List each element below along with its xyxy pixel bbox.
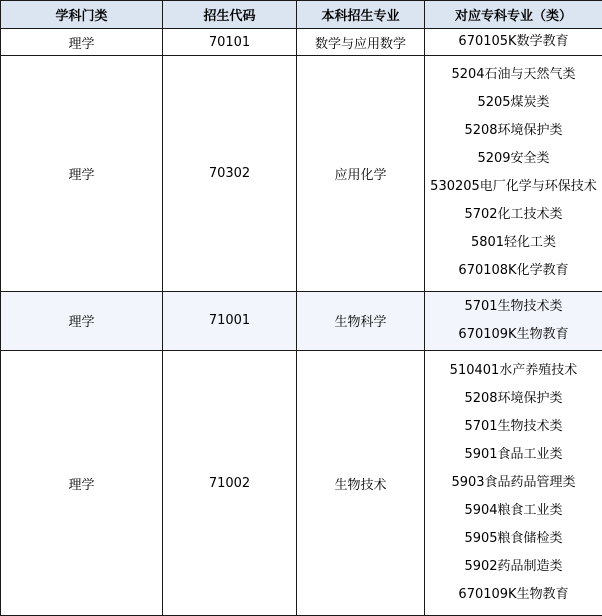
specialty-item: 510401水产养殖技术: [449, 363, 578, 379]
header-specialty: 对应专科专业（类）: [425, 1, 602, 29]
specialty-list: [425, 29, 602, 55]
specialty-item: 5901食品工业类: [464, 447, 563, 463]
specialty-list: [425, 357, 602, 609]
specialty-item: 5205煤炭类: [477, 95, 550, 111]
header-category: 学科门类: [1, 1, 163, 29]
specialty-item: 5903食品药品管理类: [451, 475, 576, 491]
table-row: [1, 56, 602, 292]
code-cell: 71002: [163, 351, 297, 616]
major-cell: 生物技术: [297, 351, 425, 616]
specialty-item: 670109K生物教育: [458, 326, 569, 342]
category-cell: 理学: [1, 351, 163, 616]
specialty-item: 530205电厂化学与环保技术: [430, 179, 597, 195]
major-cell: 数学与应用数学: [297, 29, 425, 56]
table-row: [1, 291, 602, 351]
specialty-item: 5801轻化工类: [470, 235, 557, 251]
specialty-item: 670108K化学教育: [458, 263, 569, 279]
table-row: [1, 29, 602, 56]
specialty-item: 5208环境保护类: [464, 123, 563, 139]
specialty-list: [425, 61, 602, 285]
specialty-cell: [425, 29, 602, 56]
specialty-item: 5701生物技术类: [464, 419, 563, 435]
major-cell: 应用化学: [297, 56, 425, 292]
code-cell: 70302: [163, 56, 297, 292]
header-code: 招生代码: [163, 1, 297, 29]
header-row: [1, 1, 602, 29]
category-cell: 理学: [1, 56, 163, 292]
specialty-cell: [425, 56, 602, 292]
major-cell: 生物科学: [297, 291, 425, 351]
specialty-cell: [425, 351, 602, 616]
specialty-list: [425, 293, 602, 349]
category-cell: 理学: [1, 29, 163, 56]
category-cell: 理学: [1, 291, 163, 351]
specialty-item: 670105K数学教育: [458, 34, 569, 49]
table-row: [1, 351, 602, 616]
specialty-item: 5905粮食储检类: [464, 531, 563, 547]
header-major: 本科招生专业: [297, 1, 425, 29]
specialty-item: 5701生物技术类: [464, 298, 563, 314]
specialty-item: 670109K生物教育: [458, 587, 569, 603]
specialty-item: 5702化工技术类: [464, 207, 563, 223]
specialty-item: 5904粮食工业类: [464, 503, 563, 519]
code-cell: 71001: [163, 291, 297, 351]
specialty-cell: [425, 291, 602, 351]
specialty-item: 5902药品制造类: [464, 559, 563, 575]
specialty-item: 5209安全类: [477, 151, 550, 167]
specialty-item: 5204石油与天然气类: [451, 67, 576, 83]
specialty-item: 5208环境保护类: [464, 391, 563, 407]
code-cell: 70101: [163, 29, 297, 56]
